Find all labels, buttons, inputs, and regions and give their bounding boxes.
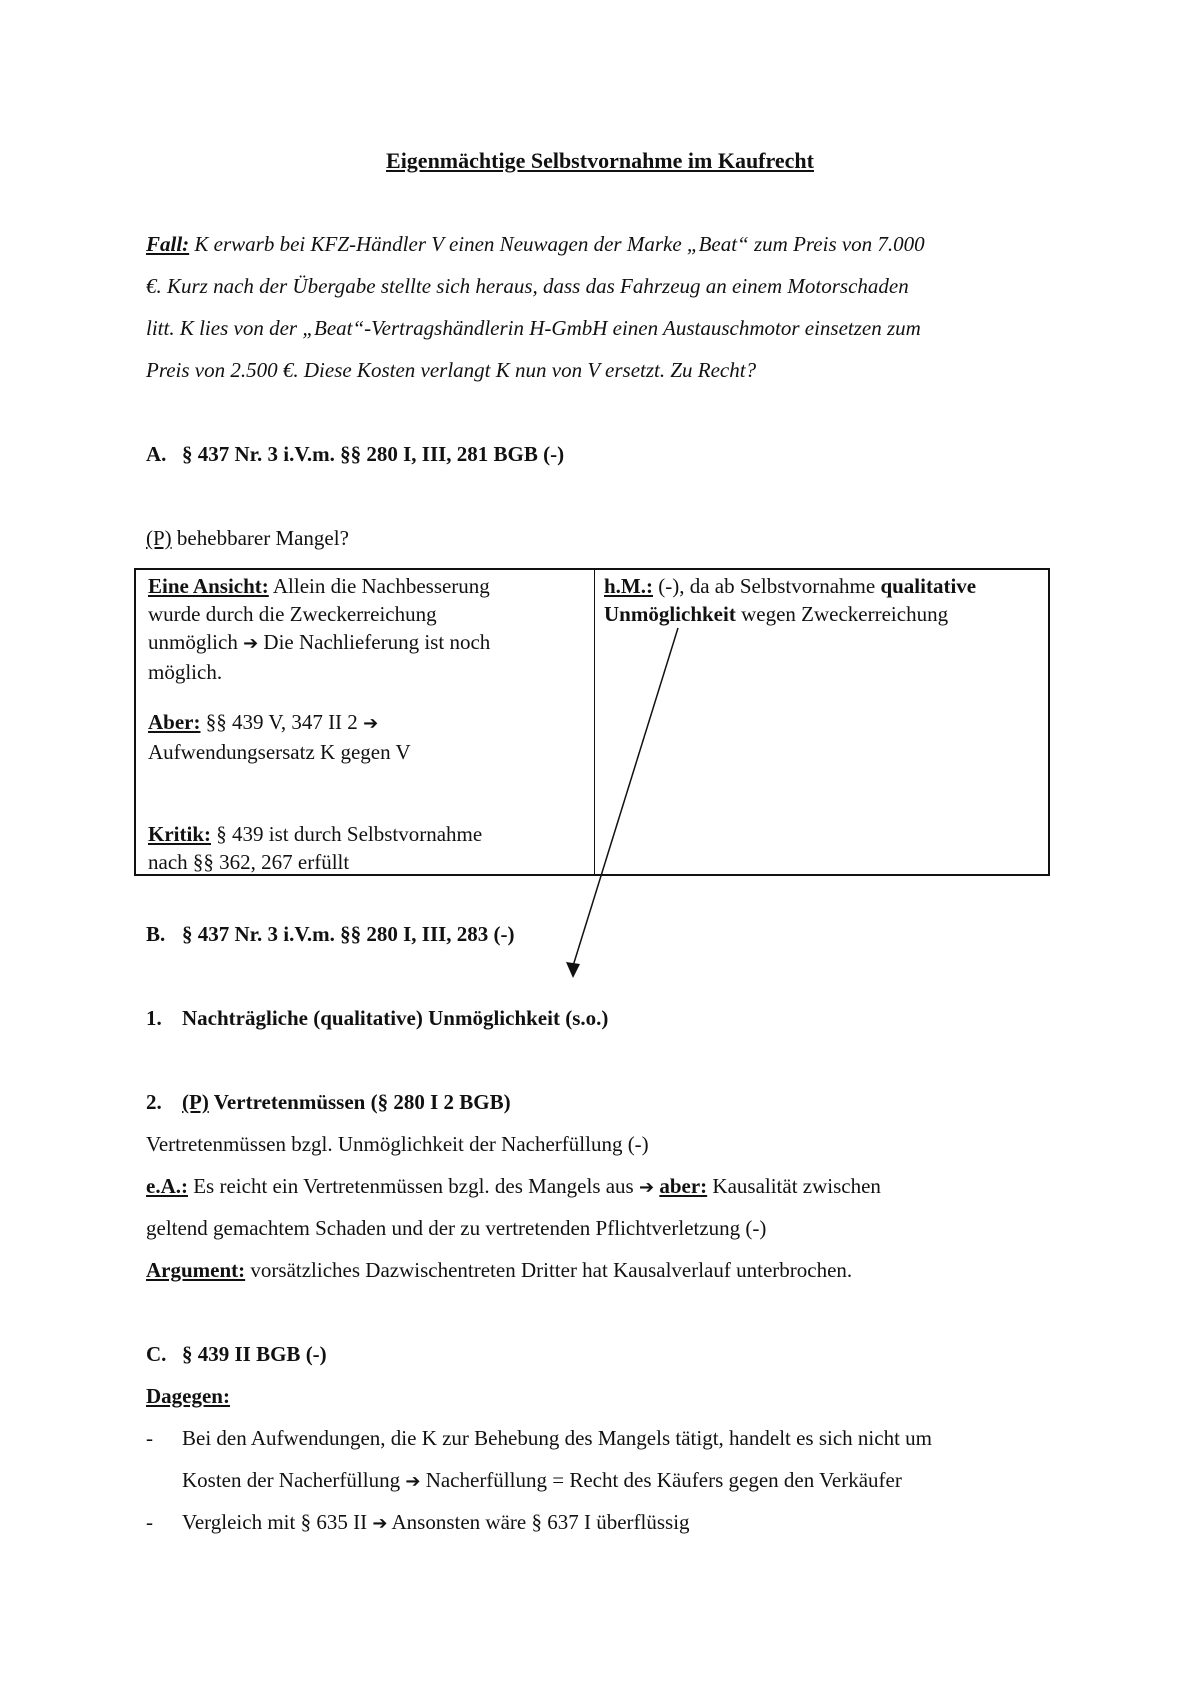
eine-ansicht-label: Eine Ansicht: <box>148 574 269 598</box>
dagegen-label: Dagegen: <box>146 1384 230 1408</box>
section-a-label: A. <box>146 442 167 466</box>
bullet-2-text-b: Ansonsten wäre § 637 I überflüssig <box>387 1510 690 1534</box>
bullet-dash-1: - <box>146 1426 153 1450</box>
aber-inline-text: Kausalität zwischen <box>707 1174 881 1198</box>
section-b-heading <box>146 922 515 947</box>
vert-line-4 <box>146 1258 852 1283</box>
bullet-1-line-1: Bei den Aufwendungen, die K zur Behebung des Mangels tätigt, handelt es sich nicht um <box>182 1426 933 1450</box>
vert-line-3: geltend gemachtem Schaden und der zu vertretenden Pflichtverletzung (-) <box>146 1216 767 1240</box>
fall-label: Fall: <box>146 232 190 256</box>
hm-bold-1: qualitative <box>880 574 977 598</box>
item-2-heading <box>146 1090 511 1115</box>
arrow-right-icon: ➔ <box>243 633 259 654</box>
eine-line-2: wurde durch die Zweckerreichung <box>148 602 437 626</box>
bullet-2-line <box>182 1510 690 1535</box>
vert-line-2 <box>146 1174 881 1199</box>
problem-text: behebbarer Mangel? <box>171 526 349 550</box>
eine-line-1: Allein die Nachbesserung <box>268 574 490 598</box>
section-c-label: C. <box>146 1342 167 1366</box>
kritik-line-1: § 439 ist durch Selbstvornahme <box>211 822 483 846</box>
aber-inline-label: aber: <box>659 1174 708 1198</box>
hm-bold-2: Unmöglichkeit <box>604 602 736 626</box>
argument-label: Argument: <box>146 1258 246 1282</box>
aber-line-1: §§ 439 V, 347 II 2 <box>200 710 358 734</box>
problem-label: (P) <box>146 526 172 550</box>
argument-text: vorsätzliches Dazwischentreten Dritter hat Kausalverlauf unterbrochen. <box>245 1258 853 1282</box>
bullet-dash-2: - <box>146 1510 153 1534</box>
section-b-text: § 437 Nr. 3 i.V.m. §§ 280 I, III, 283 (-) <box>182 922 515 946</box>
bullet-1-line-2 <box>182 1468 902 1493</box>
fall-line-3: litt. K lies von der „Beat“-Vertragshändlerin H-GmbH einen Austauschmotor einsetzen zum <box>146 316 921 340</box>
section-a-text: § 437 Nr. 3 i.V.m. §§ 280 I, III, 281 BGB (-) <box>182 442 565 466</box>
section-c-text: § 439 II BGB (-) <box>182 1342 327 1366</box>
hm-text-2: wegen Zweckerreichung <box>735 602 949 626</box>
fall-line-2: €. Kurz nach der Übergabe stellte sich heraus, dass das Fahrzeug an einem Motorschaden <box>146 274 909 298</box>
vert-line-1: Vertretenmüssen bzgl. Unmöglichkeit der Nacherfüllung (-) <box>146 1132 649 1156</box>
document-title: Eigenmächtige Selbstvornahme im Kaufrecht <box>386 148 814 173</box>
hm-label: h.M.: <box>604 574 653 598</box>
fall-text-1: K erwarb bei KFZ-Händler V einen Neuwagen der Marke „Beat“ zum Preis von 7.000 <box>189 232 925 256</box>
item-1-text: Nachträgliche (qualitative) Unmöglichkeit (s.o.) <box>182 1006 609 1030</box>
aber-label: Aber: <box>148 710 201 734</box>
arrow-right-icon: ➔ <box>363 713 379 734</box>
arrow-right-icon: ➔ <box>638 1177 655 1198</box>
eine-line-4: möglich. <box>148 660 223 684</box>
arrow-right-icon: ➔ <box>405 1471 421 1492</box>
kritik-line-2: nach §§ 362, 267 erfüllt <box>148 850 350 874</box>
hm-text-1: (-), da ab Selbstvornahme <box>653 574 881 598</box>
aber-line-2: Aufwendungsersatz K gegen V <box>148 740 411 764</box>
ea-label: e.A.: <box>146 1174 188 1198</box>
item-1-heading <box>146 1006 608 1031</box>
item-2-p: (P) <box>182 1090 209 1114</box>
item-2-label: 2. <box>146 1090 162 1114</box>
section-c-heading <box>146 1342 327 1367</box>
bullet-1-text-b: Nacherfüllung = Recht des Käufers gegen den Verkäufer <box>420 1468 902 1492</box>
section-b-label: B. <box>146 922 166 946</box>
eine-line-3a: unmöglich <box>148 630 238 654</box>
ea-text: Es reicht ein Vertretenmüssen bzgl. des Mangels aus <box>187 1174 639 1198</box>
item-2-text: Vertretenmüssen (§ 280 I 2 BGB) <box>208 1090 511 1114</box>
bullet-1-text-a: Kosten der Nacherfüllung <box>182 1468 406 1492</box>
eine-line-3b: Die Nachlieferung ist noch <box>263 630 491 654</box>
item-1-label: 1. <box>146 1006 162 1030</box>
bullet-2-text-a: Vergleich mit § 635 II <box>182 1510 373 1534</box>
fall-line-4: Preis von 2.500 €. Diese Kosten verlangt K nun von V ersetzt. Zu Recht? <box>146 358 757 382</box>
arrow-right-icon: ➔ <box>372 1513 388 1534</box>
kritik-label: Kritik: <box>148 822 211 846</box>
